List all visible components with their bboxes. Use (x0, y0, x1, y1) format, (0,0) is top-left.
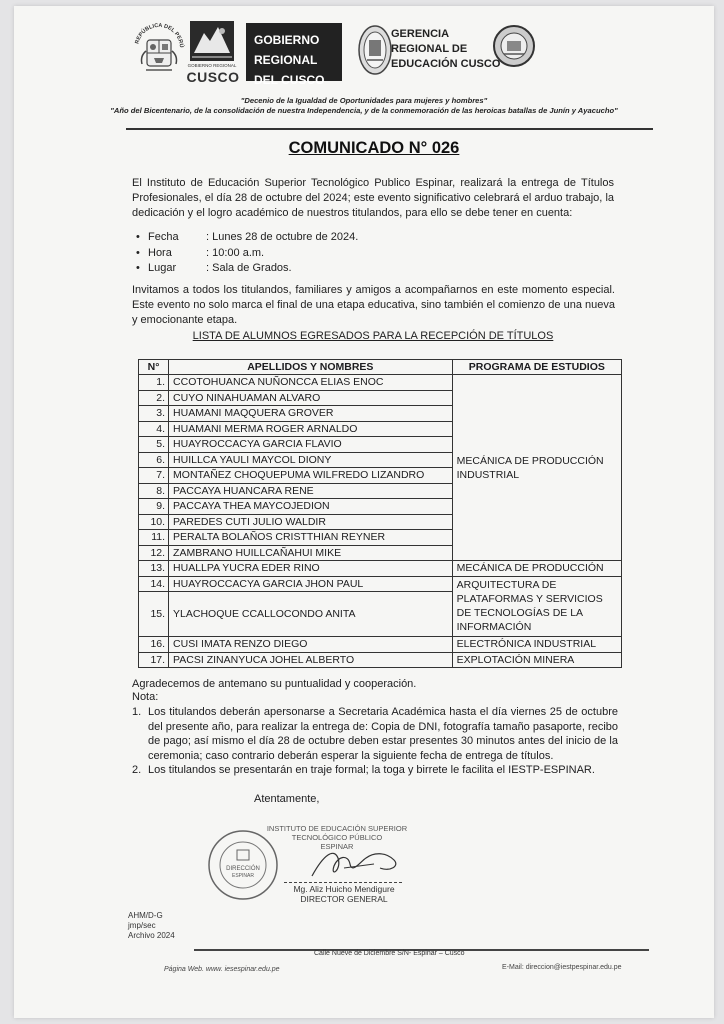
gerencia-regional-title (391, 27, 501, 72)
note-item (132, 763, 618, 778)
note-item (132, 705, 618, 763)
student-name: PERALTA BOLAÑOS CRISTTHIAN REYNER (169, 530, 453, 546)
row-number: 15. (139, 592, 169, 637)
ref-line-3: Archivo 2024 (128, 931, 175, 940)
note-text: Los titulandos se presentarán en traje formal; la toga y birrete le facilita el IESTP-ESPINAR. (148, 764, 595, 776)
student-name: HUALLPA YUCRA EDER RINO (169, 561, 453, 577)
gerencia-line-3: EDUCACIÓN CUSCO (391, 58, 501, 70)
program-cell: EXPLOTACIÓN MINERA (452, 652, 621, 668)
stamp-inst-line-3: ESPINAR (320, 842, 354, 851)
student-name: PACCAYA HUANCARA RENE (169, 483, 453, 499)
row-number: 4. (139, 421, 169, 437)
table-row (139, 375, 622, 391)
official-year-mottos (84, 96, 644, 116)
row-number: 10. (139, 514, 169, 530)
invitation-paragraph: Invitamos a todos los titulandos, familiares y amigos a acompañarnos en este momento especial. Este evento no solo marca el final de una etapa educativa, sino también el comienzo de una nueva y emocionante etapa. (132, 284, 615, 326)
table-row (139, 576, 622, 592)
student-name: HUAMANI MAQQUERA GROVER (169, 406, 453, 422)
director-block (276, 884, 412, 904)
ref-line-1: AHM/D-G (128, 911, 163, 920)
student-name: HUILLCA YAULI MAYCOL DIONY (169, 452, 453, 468)
detail-label: Lugar (148, 262, 177, 275)
table-row (139, 561, 622, 577)
student-name: CUYO NINAHUAMAN ALVARO (169, 390, 453, 406)
student-name: ZAMBRANO HUILLCAÑAHUI MIKE (169, 545, 453, 561)
student-name: CCOTOHUANCA NUÑONCCA ELIAS ENOC (169, 375, 453, 391)
stamp-inst-line-2: TECNOLÓGICO PÚBLICO (291, 833, 383, 842)
detail-label: Fecha (148, 231, 179, 244)
bullet-icon: • (136, 246, 140, 259)
detail-label: Hora (148, 246, 172, 259)
student-name: CUSI IMATA RENZO DIEGO (169, 637, 453, 653)
director-title: DIRECTOR GENERAL (300, 894, 388, 904)
row-number: 14. (139, 576, 169, 592)
graduates-table (138, 359, 622, 668)
footer-address: Calle Nueve de Diciembre S/N- Espinar – Cusco (314, 950, 465, 957)
thanks-line: Agradecemos de antemano su puntualidad y cooperación. (132, 678, 417, 690)
ref-line-2: jmp/sec (128, 921, 156, 930)
gerencia-line-1: GERENCIA (391, 28, 450, 40)
gob-cusco-sub-label: GOBIERNO REGIONAL (187, 63, 237, 68)
closing-salutation: Atentamente, (254, 793, 320, 805)
student-name: MONTAÑEZ CHOQUEPUMA WILFREDO LIZANDRO (169, 468, 453, 484)
stamp-espinar-text: ESPINAR (232, 873, 254, 879)
student-name: PACCAYA THEA MAYCOJEDION (169, 499, 453, 515)
footer-website: Página Web. www. iesespinar.edu.pe (164, 966, 280, 973)
note-number: 2. (132, 764, 142, 776)
graduates-list-title: LISTA DE ALUMNOS EGRESADOS PARA LA RECEPCIÓN DE TÍTULOS (192, 330, 554, 342)
row-number: 17. (139, 652, 169, 668)
anio-motto: "Año del Bicentenario, de la consolidación de nuestra Independencia, y de la conmemoración de las heroicas batallas de Junín y Ayacucho" (110, 106, 618, 115)
row-number: 8. (139, 483, 169, 499)
notes-list (132, 705, 618, 778)
gerencia-line-2: REGIONAL DE (391, 43, 468, 55)
svg-text:REPÚBLICA DEL PERÚ: REPÚBLICA DEL PERÚ (134, 22, 185, 48)
detail-row-lugar (132, 261, 532, 277)
student-name: PACSI ZINANYUCA JOHEL ALBERTO (169, 652, 453, 668)
institute-round-logo (492, 24, 536, 68)
row-number: 5. (139, 437, 169, 453)
table-row (139, 652, 622, 668)
director-signature (304, 844, 414, 884)
intro-paragraph: El Instituto de Educación Superior Tecnológico Publico Espinar, realizará la entrega de Títulos Profesionales, el día 28 de octubre del 2024; este evento significativo celebrará el arduo trabajo, la dedicación y el logro académico de nuestros titulandos, para ello se debe tener en cuenta: (132, 177, 614, 219)
stamp-inst-line-1: INSTITUTO DE EDUCACIÓN SUPERIOR (266, 824, 408, 833)
note-text: Los titulandos deberán apersonarse a Secretaria Académica hasta el día viernes 25 de octubre del presente año, para realizar la entrega de: Copia de DNI, fotografía tamaño pasaporte, recibo de pago; así mismo el día 28 de octubre deben estar presentes 30 minutos antes del inicio de la ceremonia; caso contrario deberán esperar la siguiente fecha de entrega de títulos. (148, 706, 618, 762)
stamp-direccion-text: DIRECCIÓN (226, 866, 260, 872)
footer-email: E-Mail: direccion@iestpespinar.edu.pe (502, 964, 622, 971)
row-number: 9. (139, 499, 169, 515)
header-divider (126, 128, 653, 130)
signature-line (284, 882, 402, 883)
detail-value: : Sala de Grados. (206, 262, 292, 275)
program-cell: MECÁNICA DE PRODUCCIÓN (452, 561, 621, 577)
row-number: 12. (139, 545, 169, 561)
gerencia-education-seal-logo (357, 24, 393, 76)
document-page (14, 6, 714, 1018)
row-number: 3. (139, 406, 169, 422)
program-cell: ARQUITECTURA DE PLATAFORMAS Y SERVICIOS DE TECNOLOGÍAS DE LA INFORMACIÓN (452, 576, 621, 637)
cusco-wordmark: CUSCO (186, 69, 240, 85)
detail-row-fecha (132, 230, 532, 246)
director-name: Mg. Aliz Huicho Mendigure (293, 884, 395, 894)
col-name-header: APELLIDOS Y NOMBRES (169, 360, 453, 375)
student-name: HUAMANI MERMA ROGER ARNALDO (169, 421, 453, 437)
reference-initials (128, 911, 175, 941)
peru-coat-of-arms-logo (132, 18, 186, 76)
note-number: 1. (132, 706, 142, 718)
detail-value: : Lunes 28 de octubre de 2024. (206, 231, 359, 244)
row-number: 1. (139, 375, 169, 391)
row-number: 16. (139, 637, 169, 653)
student-name: HUAYROCCACYA GARCIA FLAVIO (169, 437, 453, 453)
gobierno-line-1: GOBIERNO REGIONAL (254, 33, 320, 67)
bullet-icon: • (136, 262, 140, 275)
document-title: COMUNICADO N° 026 (288, 139, 460, 157)
row-number: 6. (139, 452, 169, 468)
event-details-list (132, 230, 532, 277)
decenio-motto: "Decenio de la Igualdad de Oportunidades para mujeres y hombres" (240, 96, 488, 105)
table-row (139, 637, 622, 653)
student-name: YLACHOQUE CCALLOCONDO ANITA (169, 592, 453, 637)
bullet-icon: • (136, 231, 140, 244)
detail-row-hora (132, 246, 532, 262)
gobierno-regional-banner (246, 23, 342, 87)
student-name: PAREDES CUTI JULIO WALDIR (169, 514, 453, 530)
row-number: 7. (139, 468, 169, 484)
table-header-row (139, 360, 622, 375)
row-number: 13. (139, 561, 169, 577)
nota-label: Nota: (132, 691, 159, 703)
student-name: HUAYROCCACYA GARCIA JHON PAUL (169, 576, 453, 592)
row-number: 2. (139, 390, 169, 406)
gobierno-regional-cusco-logo (182, 19, 242, 83)
col-program-header: PROGRAMA DE ESTUDIOS (452, 360, 621, 375)
row-number: 11. (139, 530, 169, 546)
gobierno-line-2: DEL CUSCO (254, 73, 325, 87)
detail-value: : 10:00 a.m. (206, 246, 265, 259)
col-number-header: N° (139, 360, 169, 375)
program-cell: MECÁNICA DE PRODUCCIÓN INDUSTRIAL (452, 375, 621, 561)
program-cell: ELECTRÓNICA INDUSTRIAL (452, 637, 621, 653)
